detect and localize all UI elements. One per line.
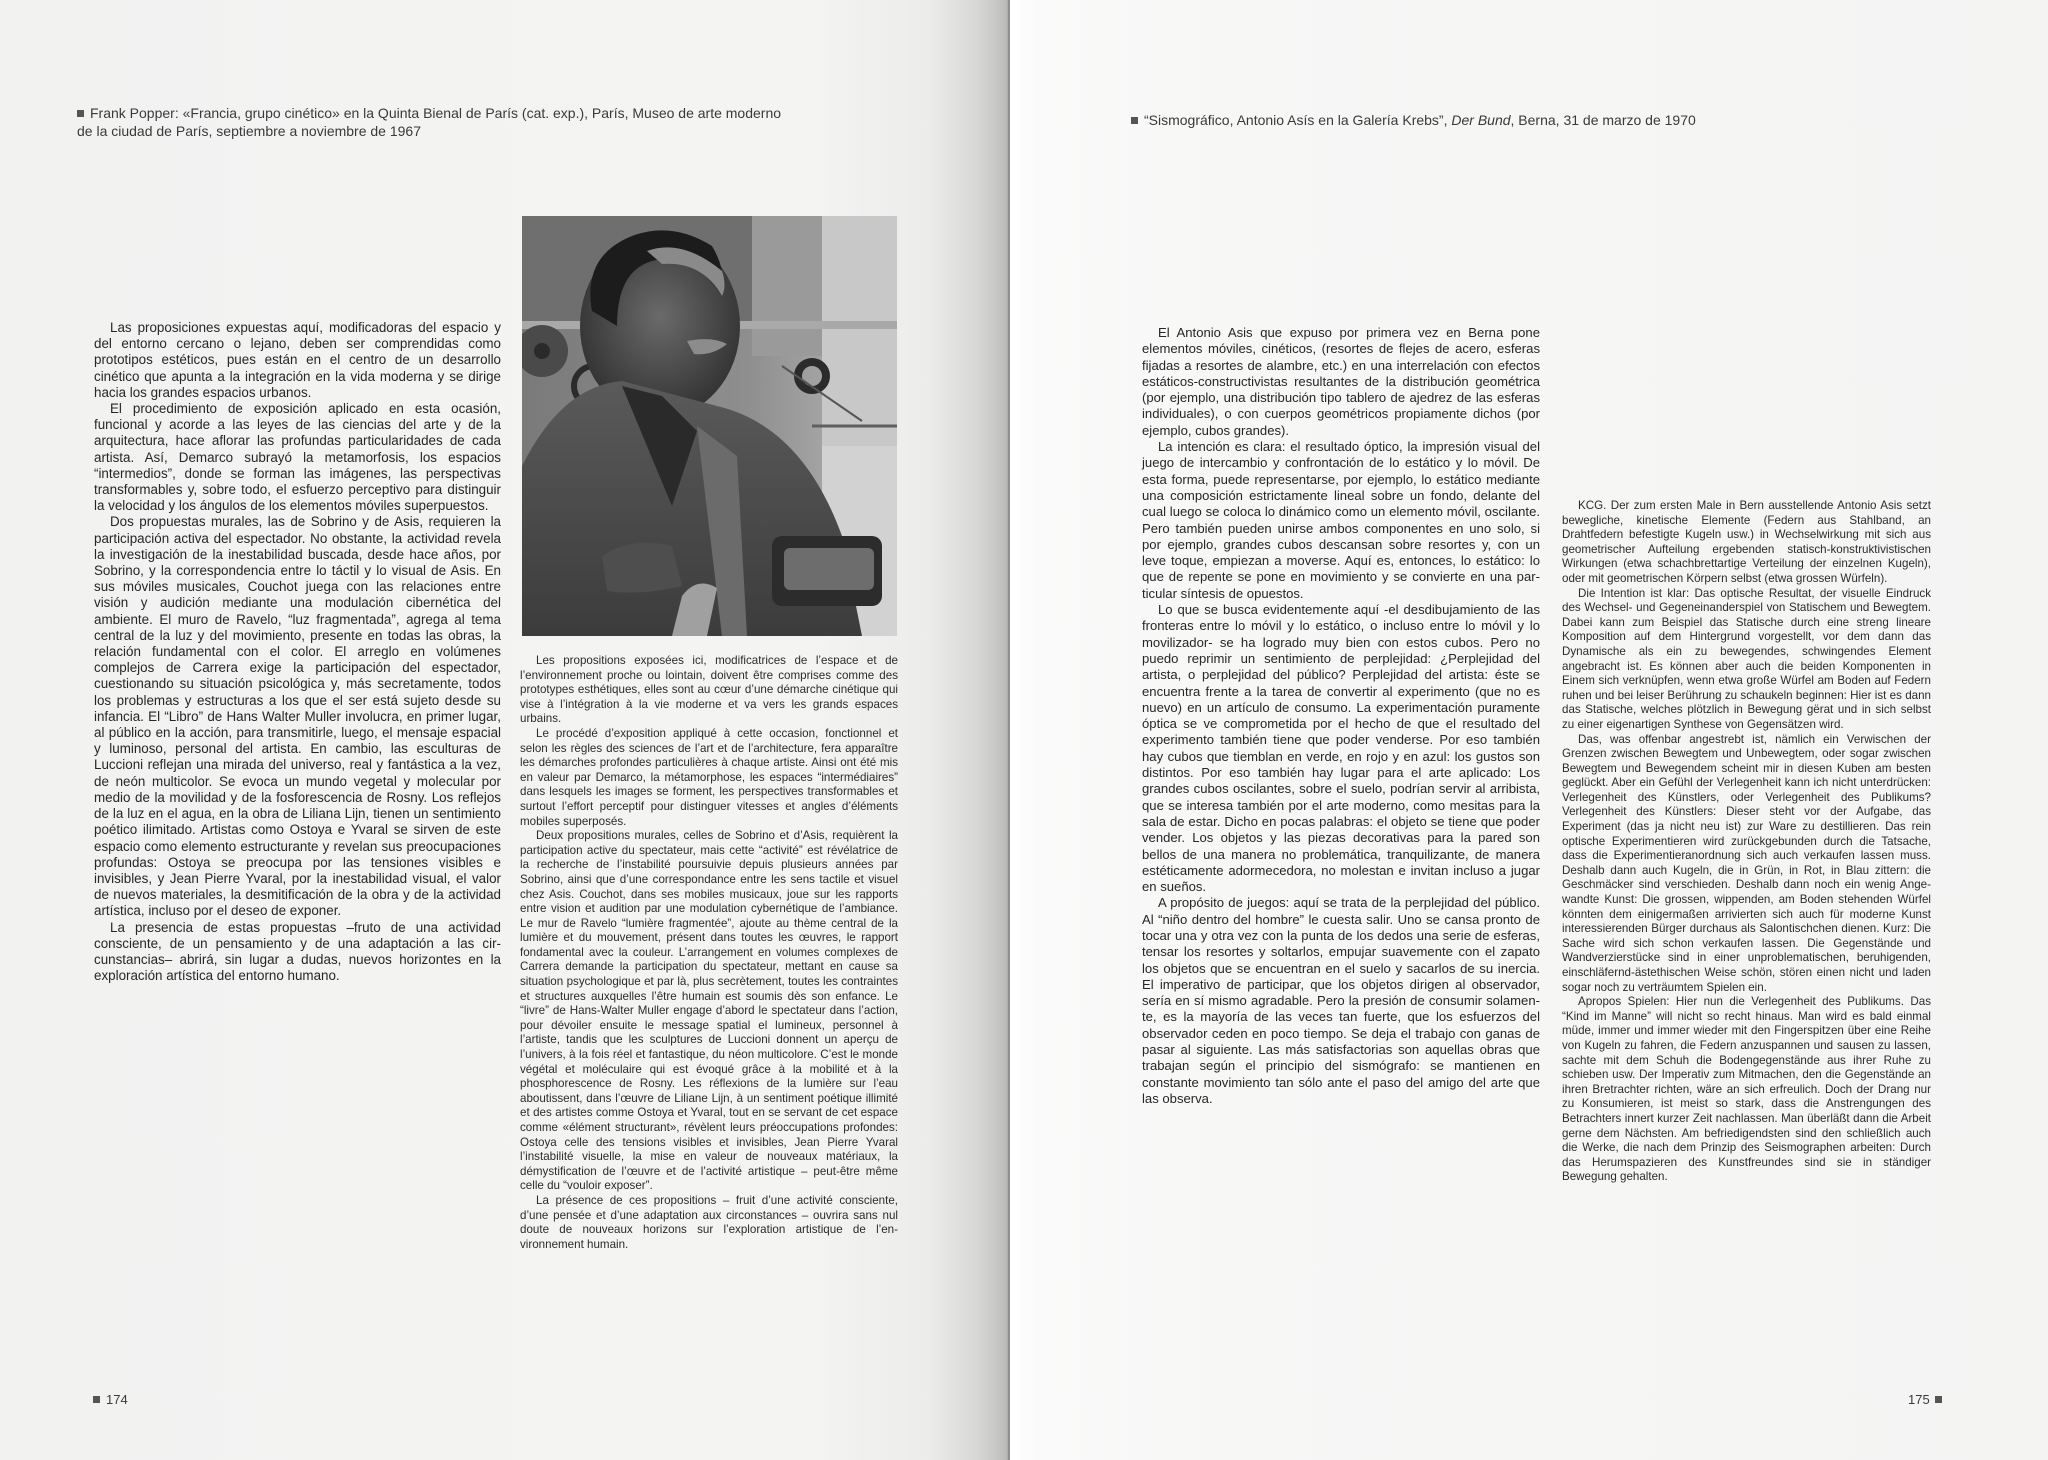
french-text-column	[520, 654, 898, 1252]
book-gutter	[1008, 0, 1010, 1460]
paragraph: La présence de ces propositions – fruit d’une activité consciente, d’une pensée et d’une adaptation aux circonstances – ouvrira sans nul doute de nouveaux horizons sur l’exploration artistique de l’environnement humain.	[520, 1193, 898, 1251]
paragraph: La presencia de estas propuestas –fruto de una actividad consciente, de un pensamiento y de una adaptación a las circunstancias– abrirá, sin lugar a dudas, nuevos horizontes en la exploración artística del entorno humano.	[94, 919, 501, 984]
bullet-square-icon	[1131, 117, 1138, 124]
paragraph: El Antonio Asis que expuso por primera vez en Berna pone elementos móviles, cinéticos, (resortes de flejes de acero, esferas fijadas a resortes de alambre, etc.) en una interrelación con efectos estáticos-constructivistas resultantes de la distribución geométrica (por ejemplo, una distribución tipo tablero de ajedrez de las esferas individuales), o con cuerpos geométricos propiamente dichos (por ejemplo, cubos grandes).	[1142, 325, 1540, 438]
page-number-text: 174	[106, 1392, 128, 1407]
paragraph: Les propositions exposées ici, modificatrices de l’espace et de l’environnement proche ou lointain, doivent être comprises comme des prototypes esthétiques, elles sont au cœur d’une démarche cinétique qui vise à l’intégration à la vie moderne et va vers les grands espaces urbains.	[520, 654, 898, 726]
bullet-square-icon	[1935, 1396, 1942, 1403]
left-page	[0, 0, 1010, 1460]
source-citation-left	[77, 104, 797, 140]
bullet-square-icon	[93, 1396, 100, 1403]
paragraph: Las proposiciones expuestas aquí, modificadoras del espacio y del entorno cercano o lejano, deben ser comprendidas como prototipos estéticos, pues están en el centro de un desarrollo cinético que apunta a la integración en la vida moderna y se dirige hacia los grandes espacios urbanos.	[94, 320, 501, 400]
paragraph: Apropos Spielen: Hier nun die Verlegenheit des Publikums. Das “Kind im Manne” will nicht so recht hinaus. Man wird es bald einmal müde, immer und immer wieder mit den Fingerspitzen über eine Reihe von Kugeln zu fahren, die Federn anzuspannen und sausen zu lassen, sachte mit dem Schuh die Bodengegenstände aus ihrer Ruhe zu schieben usw. Der Imperativ zum Mitmachen, den die Gegenstände an ihren Bretrachter richten, wäre an sich erfreulich. Doch der Drang nur zu Konsumieren, ist meist so stark, dass die Anstrengungen des Betrachters innert kurzer Zeit nachlassen. Man überläßt dann die Arbeit gerne dem Nächsten. Am befriedigendsten sind den schließlich auch die Werke, die nach dem Prinzip des Seismographen arbeiten: Durch das Herumspazieren des Kunstfreundes sind sie in ständiger Bewegung gehalten.	[1562, 995, 1931, 1184]
source-citation-right	[1131, 111, 1771, 129]
spanish-text-column-right	[1142, 325, 1540, 1107]
paragraph: Deux propositions murales, celles de Sobrino et d’Asis, requièrent la participation active du spectateur, mais cette “activité” est révélatrice de la recherche de l’instabilité poursuivie depuis plusieurs années par Sobrino, ainsi que d’une correspondance entre les sens tactile et visuel chez Asis. Couchot, dans ses mobiles musicaux, joue sur les rapports entre vision et audition par une modulation cybernétique de l’ambiance. Le mur de Ravelo “lumière fragmentée”, ajoute au thème central de la lumière et du mouvement, présent dans toutes les œuvres, le rapport fondamental avec la couleur. L’arrangement en volumes complexes de Carrera demande la participation du spectateur, mettant en cause sa situation psychologique et par là, plus secrètement, toutes les contraintes et structures auxquelles l’être humain est soumis dès son enfance. Le “livre” de Hans-Walter Muller engage d’abord le spectateur dans l’action, pour dévoiler ensuite le message spatial el lumineux, personnel à l’artiste, tandis que les sculptures de Luccioni donnent un aperçu de l’univers, à la fois réel et fantastique, du néon multicolore. C’est le monde végétal et moléculaire qui est évoqué grâce à la mobilité et à la phosphorescence de Rosny. Les réflexions de la lumière sur l’eau aboutissent, dans l’œuvre de Liliane Lijn, à un sentiment poétique illimité et des artistes comme Ostoya et Yvaral, tout en se servant de cet espace comme «élément structurant», révèlent leurs préoccupations profondes: Ostoya celle des tensions visibles et invisibles, Jean Pierre Yvaral l’instabilité visuelle, la mise en valeur de nouveaux matériaux, la démystification de l’œuvre et de l’activité artistique – peut-être même celle du “vouloir exposer”.	[520, 829, 898, 1193]
paragraph: Das, was offenbar angestrebt ist, nämlich ein Verwischen der Grenzen zwischen Bewegtem und Unbewegtem, oder sogar zwischen Bewegtem und Bewegendem scheint mir in diesen Kuben am besten geglückt. Aber ein Gefühl der Verlegenheit kann ich nicht unterdrücken: Verlegenheit des Künstlers, oder Verlegenheit des Publikums? Verlegenheit des Künstlers: Dieser steht vor der Aufgabe, das Experiment (das ja nicht neu ist) zur Ware zu destillieren. Das rein optische Experimentieren wird zurückgebunden durch die Tatsache, dass die Experimentieranordnung sich auch verkaufen lassen muss. Deshalb dann auch Kugeln, die in Grün, in Rot, in Blau zittern: die Geschmäcker sind verschieden. Deshalb dann noch ein wenig Angewandte Kunst: Die grossen, wippenden, am Boden stehenden Würfel könnten dem einigermaßen arrivierten sich auch für moderne Kunst interessierenden Bürger durchaus als Salontischchen dienen. Kurz: Die Sache wird sich schon verkaufen lassen. Die Gegenstände und Wandverzierstücke sind in einer unproblematischen, beruhigenden, einschläfernd-ästethischen Weise schön, stören einen nicht und laden sogar noch zu verträumtem Spielen ein.	[1562, 732, 1931, 994]
paragraph: Die Intention ist klar: Das optische Resultat, der visuelle Eindruck des Wechsel- und Gegeneinanderspiel von Statischem und Bewegtem. Dabei kann zum Beispiel das Statische durch eine streng lineare Komposition auf dem Hintergrund vorgestellt, vor dem dann das Dynamische als ein zu bewegendes, schwingendes Element angebracht ist. Es können aber auch die beiden Komponenten in Einem sich verknüpfen, wenn etwa große Würfel am Boden auf Federn ruhen und bei leiser Berührung zu schaukeln beginnen: Hier ist es dann das Statische, welches plötzlich in Bewegung gërat und in sich selbst zu einer eigenartigen Synthese von Gegensätzen wird.	[1562, 586, 1931, 731]
german-text-column	[1562, 499, 1931, 1185]
page-number-text: 175	[1908, 1392, 1930, 1407]
paragraph: Dos propuestas murales, las de Sobrino y de Asis, requieren la participación activa del espectador. No obstante, la actividad revela la investigación de la inestabilidad buscada, desde hace años, por Sobrino, y la correspondencia entre lo táctil y lo visual de Asis. En sus móviles musicales, Couchot juega con las relaciones entre visión y audición mediante una modulación cibernética del ambiente. El muro de Ravelo, “luz fragmentada”, agrega al tema central de la luz y del movimiento, presente en todas las obras, la relación fundamental con el color. El arreglo en volúmenes complejos de Carrera exige la participación del espectador, cuestionando su situación psicológica y, más secretamente, todos los problemas y estructuras a los que el ser está sujeto desde su infancia. El “Libro” de Hans Walter Muller involucra, en primer lugar, al público en la acción, para transmitirle, luego, el mensaje espacial y luminoso, personal del artista. En cambio, las esculturas de Luccioni reflejan una mirada del universo, real y fantástica a la vez, de neón multicolor. Se evoca un mundo vegetal y molecular por medio de la movilidad y de la fosforescencia de Rosny. Los reflejos de la luz en el agua, en la obra de Liliana Lijn, tienen un sentimiento poético ilimitado. Artistas como Ostoya e Yvaral se sirven de este espacio como elemento estructurante y revelan sus preocupaciones profundas: Ostoya se preocupa por las tensiones visibles e invisibles, y Jean Pierre Yvaral, por la inestabilidad visual, el valor de nuevos materiales, la desmitificación de la obra y de la actividad artística, incluso por el deseo de exponer.	[94, 514, 501, 919]
bullet-square-icon	[77, 110, 84, 117]
spanish-text-column-left	[94, 320, 501, 984]
paragraph: La intención es clara: el resultado óptico, la impresión visual del juego de intercambio y confrontación de lo estático y lo móvil. De esta forma, puede representarse, por ejemplo, lo estático mediante una composición estrictamente lineal sobre un fondo, delante del cual luego se coloca lo dinámico como un elemento móvil, oscilante. Pero también pueden unirse ambos componentes en uno solo, si por ejemplo, grandes cubos descansan sobre resortes y, con un leve toque, empiezan a moverse. Aquí es, entonces, lo estático: lo que de repente se pone en movimiento y se convierte en una particular síntesis de opuestos.	[1142, 439, 1540, 601]
paragraph: Lo que se busca evidentemente aquí -el desdibujamiento de las fronteras entre lo móvil y lo estático, o incluso entre lo móvil y lo movilizador- se ha logrado muy bien con estos cubos. Pero no puedo reprimir un sentimiento de perplejidad: ¿Perplejidad del artista, o perplejidad del público? Perplejidad del artista: éste se encuentra frente a la tarea de convertir al experimento (que no es nuevo) en un artículo de consumo. La experimentación puramente óptica se ve comprometida por el hecho de que el resultado del experimento también tiene que poder venderse. Por eso también hay cubos que tiemblan en verde, en rojo y en azul: los gustos son distintos. Por eso también hay lugar para el arte aplicado: Los grandes cubos oscilantes, sobre el suelo, podrían servir al arribista, que se interesa también por el arte moderno, como mesitas para la sala de estar. Dicho en pocas palabras: el objeto se tiene que poder vender. Los objetos y las piezas decorativas para la pared son bellos de una manera no problemática, tranquilizante, de manera estéticamente adormecedora, no molestan e invitan incluso a jugar en sueños.	[1142, 602, 1540, 895]
paragraph: Le procédé d’exposition appliqué à cette occasion, fonctionnel et selon les règles des sciences de l’art et de l’architecture, fera apparaître les démarches profondes particulières à chaque artiste. Ainsi ont été mis en valeur par Demarco, la métamorphose, les espaces “intermédiaires” dans lesquels les images se forment, les perspectives transformables et surtout l’effort perceptif pour distinguer vitesses et angles d’éléments mobiles superposés.	[520, 726, 898, 828]
artist-photo-illustration	[522, 216, 897, 636]
paragraph: El procedimiento de exposición aplicado en esta ocasión, funcional y acorde a las leyes de las ciencias del arte y de la arquitectura, hace aflorar las profundas particularidades de cada artista. Así, Demarco subrayó la metamorfosis, los espacios “intermedios”, donde se forman las imágenes, las perspectivas transformables y, sobre todo, el esfuerzo perceptivo para distinguir la velocidad y los ángulos de los elementos móviles superpuestos.	[94, 401, 501, 514]
page-number-left	[93, 1392, 128, 1407]
source-citation-newspaper: Der Bund	[1451, 112, 1511, 128]
source-citation-text: Frank Popper: «Francia, grupo cinético» en la Quinta Bienal de París (cat. exp.), París, Museo de arte moderno de la ciudad de París, septiembre a noviembre de 1967	[77, 105, 782, 139]
paragraph: A propósito de juegos: aquí se trata de la perplejidad del público. Al “niño dentro del hombre” le cuesta salir. Uno se cansa pronto de tocar una y otra vez con la punta de los dedos una serie de esferas, tensar los resortes y soltarlos, empujar suavemente con el zapato los objetos que se encuentran en el suelo y sacarlos de su inercia. El imperativo de participar, que los objetos dirigen al observador, sería en sí mismo agradable. Pero la presión de consumir solamente, es la mayoría de las veces tan fuerte, que los esfuerzos del observador ceden en poco tiempo. Se deja el trabajo con ganas de pasar al siguiente. Las más satisfactorias son aquellas obras que trabajan según el principio del sismógrafo: se mantienen en constante movimiento tan sólo ante el paso del amigo del arte que las observa.	[1142, 895, 1540, 1106]
paragraph: KCG. Der zum ersten Male in Bern ausstellende Antonio Asis setzt bewegliche, kinetische Elemente (Federn aus Stahlband, an Drahtfedern befestigte Kugeln usw.) in Wechselwirkung mit sich aus geometrischer Aufteilung ergebenden statisch-konstruktivistischen Wirkungen (etwa schachbrettartige Verteilung der einzelnen Kugeln), oder mit geometrischen Körpern selbst (etwa grossen Würfeln).	[1562, 499, 1931, 585]
page-number-right	[1908, 1392, 1942, 1407]
artist-photo	[522, 216, 897, 636]
source-citation-prefix: “Sismográfico, Antonio Asís en la Galería Krebs”,	[1144, 112, 1452, 128]
source-citation-suffix: , Berna, 31 de marzo de 1970	[1510, 112, 1696, 128]
